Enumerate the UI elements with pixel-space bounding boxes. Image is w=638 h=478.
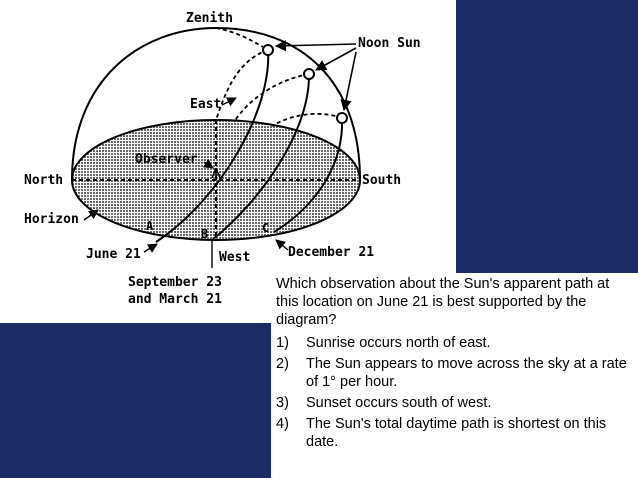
label-west: West [219, 250, 251, 265]
label-noon-sun: Noon Sun [358, 36, 421, 51]
option-number: 1) [276, 335, 289, 351]
option-text: Sunset occurs south of west. [306, 395, 492, 411]
option-number: 2) [276, 356, 289, 372]
noon-arrow-3 [344, 52, 356, 110]
option-text: The Sun's total daytime path is shortest on this date. [306, 416, 607, 450]
horizon-arrow [84, 210, 98, 220]
option-text: Sunrise occurs north of east. [306, 335, 491, 351]
june-arrow [144, 244, 157, 252]
question-block [276, 275, 634, 454]
label-september-23: September 23 [128, 275, 222, 290]
label-observer: Observer [135, 152, 198, 167]
point-c: C [262, 221, 270, 235]
meridian-back [216, 28, 268, 50]
december-path-back [272, 114, 342, 126]
label-north: North [24, 173, 64, 188]
label-march-21: and March 21 [128, 292, 222, 307]
noon-sun-december-marker [337, 113, 347, 123]
june-path-back [216, 50, 268, 120]
equinox-path-back [234, 74, 309, 122]
east-arrow [222, 98, 236, 105]
noon-sun-june-marker [263, 45, 273, 55]
answer-option-4[interactable] [276, 415, 634, 451]
answer-option-2[interactable] [276, 355, 634, 391]
label-december-21: December 21 [288, 245, 375, 260]
december-arrow [276, 240, 288, 250]
point-b: B [201, 227, 209, 241]
label-horizon: Horizon [24, 212, 79, 227]
option-number: 3) [276, 395, 289, 411]
label-zenith: Zenith [186, 11, 233, 26]
noon-sun-equinox-marker [304, 69, 314, 79]
point-a: A [146, 219, 154, 233]
noon-arrow-2 [316, 48, 356, 70]
option-text: The Sun appears to move across the sky at a rate of 1° per hour. [306, 356, 627, 390]
answer-option-3[interactable] [276, 394, 634, 412]
label-june-21: June 21 [86, 247, 141, 262]
question-stem: Which observation about the Sun's apparent path at this location on June 21 is best supported by the diagram? [276, 276, 610, 328]
answer-option-1[interactable] [276, 334, 634, 352]
answer-options [276, 334, 634, 451]
option-number: 4) [276, 416, 289, 432]
label-east: East [190, 97, 222, 112]
label-south: South [362, 173, 402, 188]
